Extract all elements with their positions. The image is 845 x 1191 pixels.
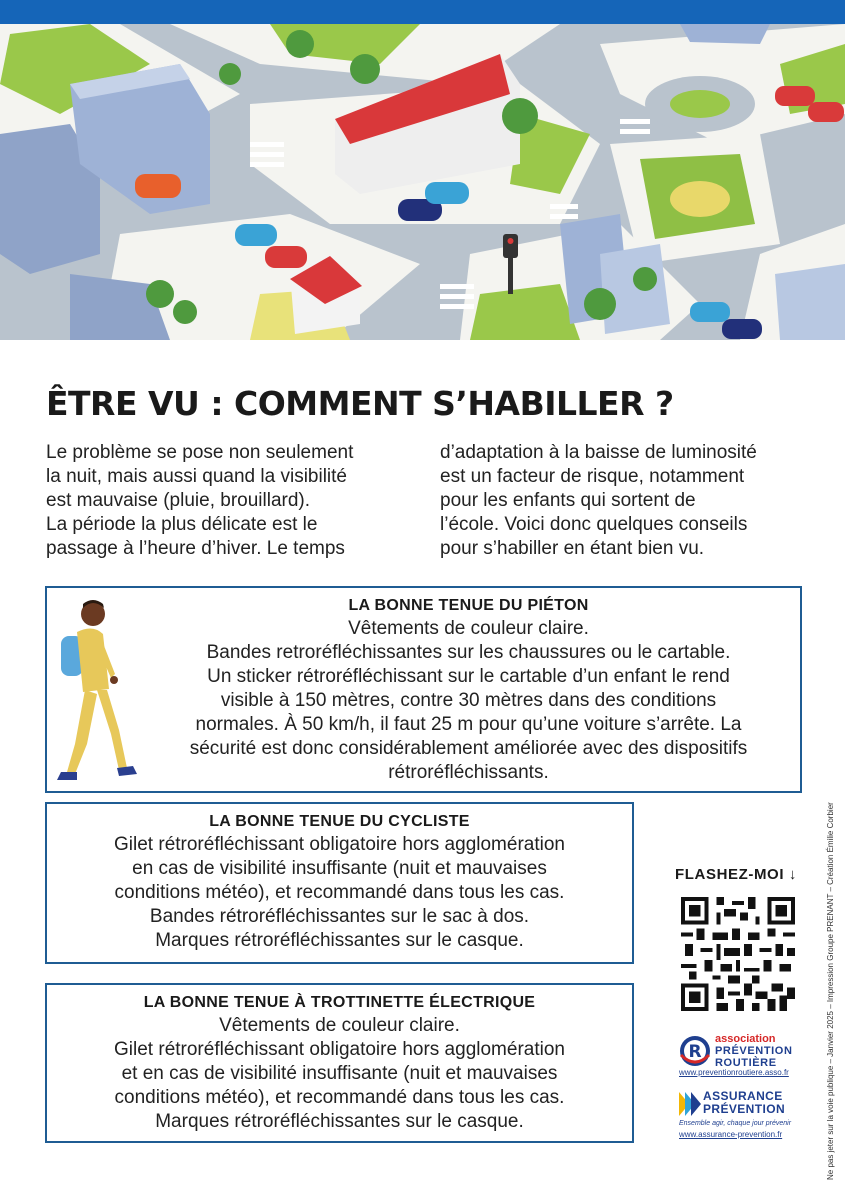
pedestrian-advice-box	[45, 586, 802, 793]
pedestrian-box-title: LA BONNE TENUE DU PIÉTON	[348, 597, 589, 614]
pedestrian-box-line: Vêtements de couleur claire.	[348, 618, 589, 639]
scooter-box-title: LA BONNE TENUE À TROTTINETTE ÉLECTRIQUE	[143, 994, 536, 1011]
cyclist-box-line: Marques rétroréfléchissantes sur le casque.	[155, 930, 524, 951]
cyclist-box-line: en cas de visibilité insuffisante (nuit et mauvaises	[132, 858, 547, 879]
prevention-routiere-line3: ROUTIÈRE	[715, 1057, 777, 1069]
scooter-box-line: et en cas de visibilité insuffisante (nuit et mauvaises	[121, 1063, 558, 1084]
svg-text:R: R	[688, 1042, 702, 1062]
pedestrian-box-line: visible à 150 mètres, contre 30 mètres dans des conditions	[220, 690, 717, 711]
intro-line: l’école. Voici donc quelques conseils	[440, 514, 748, 535]
assurance-prevention-emblem-icon	[679, 1092, 701, 1116]
assurance-prevention-line2: PRÉVENTION	[703, 1102, 786, 1116]
cyclist-box-title: LA BONNE TENUE DU CYCLISTE	[209, 813, 470, 830]
pedestrian-box-line: Bandes retroréfléchissantes sur les chaussures ou le cartable.	[206, 642, 731, 663]
intro-text-right	[440, 441, 815, 561]
cyclist-advice-box	[45, 802, 634, 964]
cyclist-box-line: Gilet rétroréfléchissant obligatoire hors agglomération	[114, 834, 565, 855]
intro-line: La période la plus délicate est le	[46, 514, 318, 535]
scooter-box-line: conditions météo), et recommandé dans tous les cas.	[114, 1087, 565, 1108]
scooter-box-line: Gilet rétroréfléchissant obligatoire hors agglomération	[114, 1039, 565, 1060]
intro-line: est mauvaise (pluie, brouillard).	[46, 490, 311, 511]
pedestrian-box-line: normales. À 50 km/h, il faut 25 m pour qu’une voiture s’arrête. La	[195, 714, 742, 735]
intro-line: d’adaptation à la baisse de luminosité	[440, 442, 757, 463]
pedestrian-illustration	[53, 594, 143, 794]
prevention-routiere-line1: association	[715, 1033, 776, 1045]
cyclist-box-line: conditions météo), et recommandé dans tous les cas.	[114, 882, 565, 903]
prevention-routiere-emblem-icon	[679, 1035, 711, 1067]
cyclist-box-line: Bandes rétroréfléchissantes sur le sac à dos.	[149, 906, 530, 927]
city-street-illustration	[0, 24, 845, 340]
assurance-prevention-logo[interactable]	[679, 1090, 809, 1142]
top-accent-bar	[0, 0, 845, 24]
page-title: ÊTRE VU : COMMENT S’HABILLER ?	[46, 384, 674, 423]
prevention-routiere-line2: PRÉVENTION	[715, 1045, 793, 1057]
intro-line: pour s’habiller en étant bien vu.	[440, 538, 705, 559]
intro-line: passage à l’heure d’hiver. Le temps	[46, 538, 345, 559]
intro-line: la nuit, mais aussi quand la visibilité	[46, 466, 347, 487]
assurance-prevention-tagline: Ensemble agir, chaque jour prévenir	[679, 1120, 792, 1127]
qr-code[interactable]	[681, 897, 795, 1011]
pedestrian-box-line: Un sticker rétroréfléchissant sur le cartable d’un enfant le rend	[207, 666, 730, 687]
assurance-prevention-line1: ASSURANCE	[703, 1089, 783, 1103]
assurance-prevention-url-link[interactable]: www.assurance-prevention.fr	[679, 1130, 783, 1139]
flash-me-label: FLASHEZ-MOI ↓	[675, 866, 797, 883]
intro-line: pour les enfants qui sortent de	[440, 490, 696, 511]
pedestrian-box-line: sécurité est donc considérablement améliorée avec des dispositifs	[189, 738, 748, 759]
pedestrian-box-line: rétroréfléchissants.	[388, 762, 549, 783]
scooter-box-line: Marques rétroréfléchissantes sur le casque.	[155, 1111, 524, 1132]
prevention-routiere-url-link[interactable]: www.preventionroutiere.asso.fr	[679, 1068, 789, 1077]
scooter-advice-box	[45, 983, 634, 1143]
intro-text-left	[46, 441, 421, 561]
footer-credits: Ne pas jeter sur la voie publique – Janvier 2025 – Impression Groupe PRENANT – Création Émilie Corbier	[826, 802, 835, 1180]
intro-line: Le problème se pose non seulement	[46, 442, 354, 463]
prevention-routiere-logo[interactable]	[679, 1033, 809, 1077]
scooter-box-line: Vêtements de couleur claire.	[219, 1015, 460, 1036]
intro-line: est un facteur de risque, notamment	[440, 466, 745, 487]
